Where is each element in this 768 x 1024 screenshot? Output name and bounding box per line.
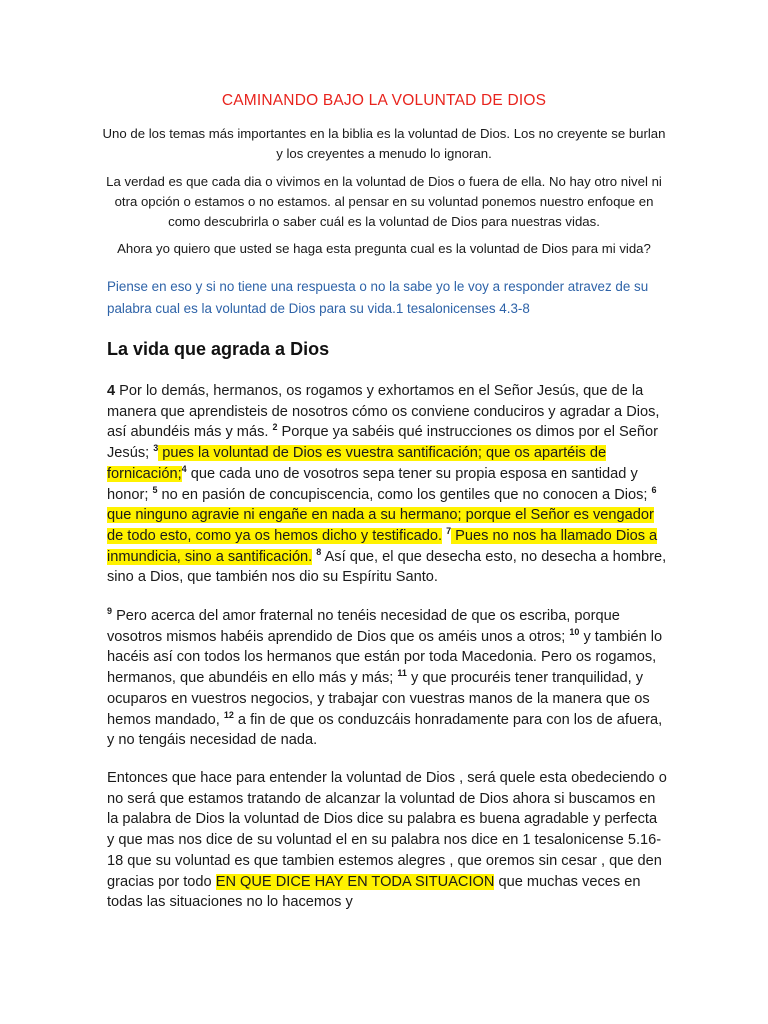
paragraph-text: Entonces que hace para entender la voluntad de Dios , será quele esta obedeciendo o no será que estamos tratando de alcanzar la voluntad de Dios ahora si buscamos en la palabra de Dios la voluntad de Dios dice su palabra es buena agradable y perfecta y que mas nos dice de su voluntad el en su palabra nos dice en 1 tesalonicense 5.16-18 que su voluntad es que tambien estemos alegres , que oremos sin cesar , que den gracias por todo xyxy=(107,770,667,890)
highlighted-text: EN QUE DICE HAY EN TODA SITUACION xyxy=(215,873,495,890)
verse-number: 7 xyxy=(446,526,452,537)
verse-number: 3 xyxy=(153,443,159,454)
verse-number: 8 xyxy=(316,546,322,557)
verse-text: a fin de que os conduzcáis honradamente para con los de afuera, y no tengáis necesidad de nada. xyxy=(107,711,663,749)
verse-text: Pero acerca del amor fraternal no tenéis necesidad de que os escriba, porque vosotros mismos habéis aprendido de Dios que os améis unos a otros; xyxy=(107,608,620,645)
verse-number: 6 xyxy=(651,484,657,495)
verse-text: y que procuréis tener tranquilidad, y ocuparos en vuestros negocios, y trabajar con vuestras manos de la manera que os hemos mandado, xyxy=(107,670,650,728)
passage-2 xyxy=(107,606,667,751)
verse-number: 4 xyxy=(107,383,116,399)
intro-paragraph-1: Uno de los temas más importantes en la biblia es la voluntad de Dios. Los no creyente se burlan y los creyentes a menudo lo ignoran. xyxy=(102,126,666,161)
verse-text: y también lo hacéis así con todos los hermanos que están por toda Macedonia. Pero os rogamos, hermanos, que abundéis en ello más y más; xyxy=(107,628,663,687)
verse-number: 4 xyxy=(181,463,187,474)
verse-text: Así que, el que desecha esto, no desecha a hombre, sino a Dios, que también nos dio su Espíritu Santo. xyxy=(107,548,667,586)
verse-text: Porque ya sabéis qué instrucciones os dimos por el Señor Jesús; xyxy=(107,424,658,462)
highlighted-text: pues la voluntad de Dios es vuestra santificación; que os apartéis de fornicación; xyxy=(107,445,607,482)
verse-number: 11 xyxy=(397,668,407,679)
verse-text: no en pasión de concupiscencia, como los gentiles que no conocen a Dios; xyxy=(157,486,652,503)
verse-number: 9 xyxy=(107,606,113,617)
verse-number: 12 xyxy=(223,709,234,720)
verse-text: que cada uno de vosotros sepa tener su propia esposa en santidad y honor; xyxy=(107,465,638,503)
highlighted-text: que ninguno agravie ni engañe en nada a su hermano; porque el Señor es vengador de todo esto, como ya os hemos dicho y testificado. xyxy=(107,507,654,544)
verse-number: 2 xyxy=(272,422,278,433)
passage-1 xyxy=(107,381,667,588)
passage-3 xyxy=(107,768,667,913)
blue-paragraph: Piense en eso y si no tiene una respuesta o no la sabe yo le voy a responder atravez de su palabra cual es la voluntad de Dios para su vida.1 tesalonicenses 4.3-8 xyxy=(107,279,649,316)
verse-text: Por lo demás, hermanos, os rogamos y exhortamos en el Señor Jesús, que de la manera que aprendisteis de nosotros cómo os conviene conduciros y agradar a Dios, así abundéis más y más. xyxy=(107,383,660,441)
paragraph-text: que muchas veces en todas las situaciones no lo hacemos y xyxy=(107,873,641,911)
intro-question: Ahora yo quiero que usted se haga esta pregunta cual es la voluntad de Dios para mi vida? xyxy=(117,241,651,256)
verse-number: 10 xyxy=(569,626,580,637)
document-title: CAMINANDO BAJO LA VOLUNTAD DE DIOS xyxy=(221,92,547,109)
intro-paragraph-2: La verdad es que cada dia o vivimos en la voluntad de Dios o fuera de ella. No hay otro nivel ni otra opción o estamos o no estamos. al pensar en su voluntad ponemos nuestro enfoque en como descubrirla o saber cuál es la voluntad de Dios para nuestras vidas. xyxy=(106,174,662,229)
verse-number: 5 xyxy=(152,484,158,495)
highlighted-text: Pues no nos ha llamado Dios a inmundicia, sino a santificación. xyxy=(107,527,658,565)
section-heading: La vida que agrada a Dios xyxy=(107,339,330,359)
